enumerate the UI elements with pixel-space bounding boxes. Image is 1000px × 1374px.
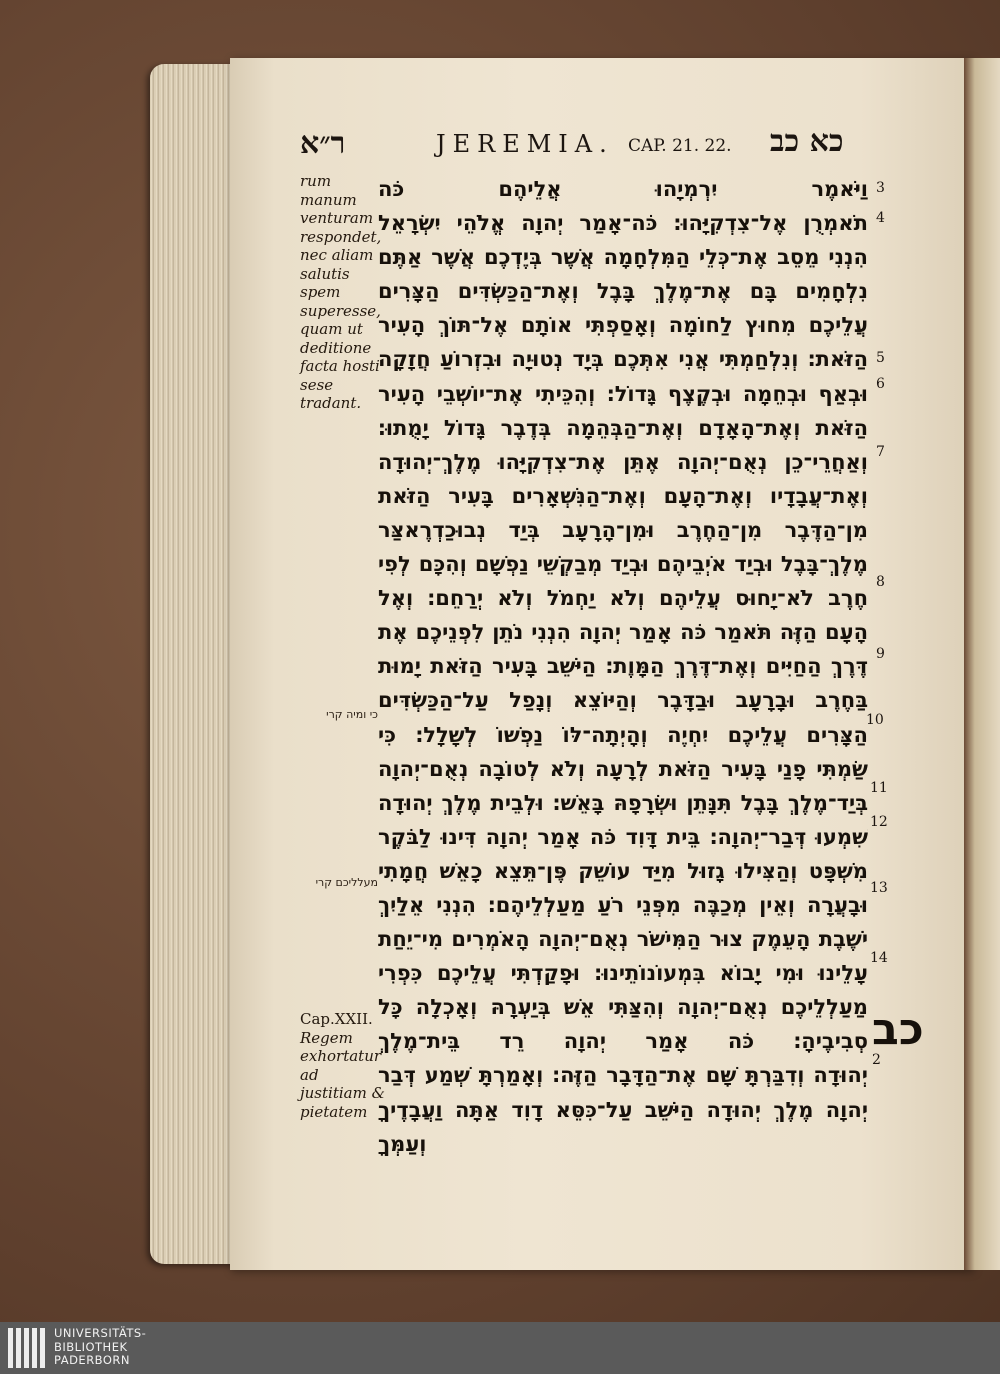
text-line: הַצָּרִים עֲלֵיכֶם יִחְיֶה וְהָיְתָה־לּוֹ נַפְשׁוֹ לְשָׁלָל׃ כִּי [378, 722, 868, 747]
verse-number: 10 [866, 712, 884, 728]
hebrew-text-block [378, 172, 868, 1161]
text-line-catchword: וְעַמְּךָ [378, 1131, 427, 1156]
text-line: נִלְחָמִים בָּם אֶת־מֶלֶךְ בָּבֶל וְאֶת־הַכַּשְׂדִּים הַצָּרִים [378, 279, 868, 304]
text-line: בַּחֶרֶב וּבָרָעָב וּבַדָּבֶר וְהַיּוֹצֵא וְנָפַל עַל־הַכַּשְׂדִּים [378, 688, 868, 713]
library-footer [0, 1322, 1000, 1374]
library-name [54, 1327, 146, 1368]
verse-number: 7 [876, 444, 885, 460]
text-line: מַעַלְלֵיכֶם נְאֻם־יְהוָה וְהִצַּתִּי אֵשׁ בְּיַעְרָהּ וְאָכְלָה כָּל [378, 995, 868, 1020]
text-line: הַזֹּאת וְאֶת־הָאָדָם וְאֶת־הַבְּהֵמָה בְּדֶבֶר גָּדוֹל יָמֻתוּ׃ [378, 415, 868, 440]
verse-number: 3 [876, 180, 885, 196]
chapter-label: Cap.XXII. [300, 1010, 373, 1028]
marginal-note-latin: rum manum venturam respondet, nec aliam salutis spem superesse, quam ut deditione facta hosti sese tradant. [300, 172, 382, 412]
text-line: וְאֶת־עֲבָדָיו וְאֶת־הָעָם וְאֶת־הַנִּשְׁאָרִים בָּעִיר הַזֹּאת [378, 483, 868, 508]
chapter-reference: CAP. 21. 22. [628, 136, 732, 156]
folio-number: ר״א [300, 126, 346, 161]
text-line: עָלֵינוּ וּמִי יָבוֹא בִּמְעוֹנוֹתֵינוּ׃ וּפָקַדְתִּי עֲלֵיכֶם כִּפְרִי [378, 961, 868, 986]
text-line: מִשְׁפָּט וְהַצִּילוּ גָזוּל מִיַּד עוֹשֵׁק פֶּן־תֵּצֵא כָאֵשׁ חֲמָתִי [378, 858, 868, 883]
text-line: מִן־הַדֶּבֶר מִן־הַחֶרֶב וּמִן־הָרָעָב בְּיַד נְבוּכַדְרֶאצַּר [378, 517, 868, 542]
text-line: סְבִיבֶיהָ׃ כֹּה אָמַר יְהוָה רֵד בֵּית־מֶלֶךְ [378, 1029, 868, 1054]
verse-number: 9 [876, 646, 885, 662]
text-line: הָעָם הַזֶּה תֹּאמַר כֹּה אָמַר יְהוָה הִנְנִי נֹתֵן לִפְנֵיכֶם אֶת [378, 620, 868, 645]
text-line: וְאַחֲרֵי־כֵן נְאֻם־יְהוָה אֶתֵּן אֶת־צִדְקִיָּהוּ מֶלֶךְ־יְהוּדָה [378, 449, 868, 474]
text-line: וּבָעֲרָה וְאֵין מְכַבֶּה מִפְּנֵי רֹעַ מַעַלְלֵיהֶם׃ הִנְנִי אֵלַיִךְ [378, 892, 868, 917]
library-logo-icon [8, 1328, 48, 1368]
text-line: שִׁמְעוּ דְּבַר־יְהוָה׃ בֵּית דָּוִד כֹּה אָמַר יְהוָה דִּינוּ לַבֹּקֶר [378, 824, 868, 849]
chapter-hebrew: כא כב [770, 124, 844, 159]
chapter-initial: כב [872, 1004, 924, 1055]
library-name-line: BIBLIOTHEK [54, 1339, 128, 1354]
library-name-line: UNIVERSITÄTS- [54, 1326, 147, 1340]
marginal-note-chapter-22 [300, 1010, 390, 1121]
verse-number: 12 [870, 814, 888, 830]
verse-number: 4 [876, 210, 885, 226]
text-line: וּבְאַף וּבְחֵמָה וּבְקֶצֶף גָּדוֹל׃ וְהִכֵּיתִי אֶת־יוֹשְׁבֵי הָעִיר [378, 381, 868, 406]
library-name-line: PADERBORN [54, 1353, 131, 1367]
text-line: הִנְנִי מֵסֵב אֶת־כְּלֵי הַמִּלְחָמָה אֲשֶׁר בְּיֶדְכֶם אֲשֶׁר אַתֶּם [378, 245, 868, 270]
page-header [300, 124, 844, 166]
verse-number: 6 [876, 376, 885, 392]
verse-number: 11 [870, 780, 888, 796]
text-line: יְהוּדָה וְדִבַּרְתָּ שָּׁם אֶת־הַדָּבָר הַזֶּה׃ וְאָמַרְתָּ שְׁמַע דְּבַר [378, 1063, 868, 1088]
text-line: וַיֹּאמֶר יִרְמְיָהוּ אֲלֵיהֶם כֹּה [378, 177, 868, 201]
facing-page-edge [964, 58, 1000, 1270]
text-line: יְהוָה מֶלֶךְ יְהוּדָה הַיֹּשֵׁב עַל־כִּסֵּא דָוִד אַתָּה וַעֲבָדֶיךָ [378, 1097, 868, 1122]
text-line: חֶרֶב לֹא־יָחוּס עֲלֵיהֶם וְלֹא יַחְמֹל וְלֹא יְרַחֵם׃ וְאֶל [378, 586, 868, 611]
running-title: JEREMIA. [436, 130, 614, 158]
verse-number: 2 [872, 1052, 881, 1068]
qere-note: מעלליכם קרי [315, 876, 378, 889]
text-line: יֹשֶׁבֶת הָעֵמֶק צוּר הַמִּישֹׁר נְאֻם־יְהוָה הָאֹמְרִים מִי־יֵחַת [378, 927, 868, 952]
text-line: שַׂמְתִּי פָנַי בָּעִיר הַזֹּאת לְרָעָה וְלֹא לְטוֹבָה נְאֻם־יְהוָה [378, 756, 868, 781]
verse-number: 5 [876, 350, 885, 366]
verse-number: 13 [870, 880, 888, 896]
text-line: עֲלֵיכֶם מִחוּץ לַחוֹמָה וְאָסַפְתִּי אוֹתָם אֶל־תּוֹךְ הָעִיר [378, 313, 868, 338]
book-page-edges [150, 64, 238, 1264]
text-line: תֹאמְרֻן אֶל־צִדְקִיָּהוּ׃ כֹּה־אָמַר יְהוָה אֱלֹהֵי יִשְׂרָאֵל [378, 211, 868, 236]
text-line: דֶּרֶךְ הַחַיִּים וְאֶת־דֶּרֶךְ הַמָּוֶת׃ הַיֹּשֵׁב בָּעִיר הַזֹּאת יָמוּת [378, 654, 868, 679]
text-line: הַזֹּאת׃ וְנִלְחַמְתִּי אֲנִי אִתְּכֶם בְּיָד נְטוּיָה וּבִזְרוֹעַ חֲזָקָה [378, 347, 868, 372]
qere-note: כי ומיה קרי [326, 708, 378, 721]
chapter-summary: Regem exhortatur ad justitiam & pietatem [300, 1028, 385, 1121]
text-line: בְּיַד־מֶלֶךְ בָּבֶל תִּנָּתֵן וּשְׂרָפָהּ בָּאֵשׁ׃ וּלְבֵית מֶלֶךְ יְהוּדָה [378, 790, 868, 815]
text-line: מֶלֶךְ־בָּבֶל וּבְיַד אֹיְבֵיהֶם וּבְיַד מְבַקְשֵׁי נַפְשָׁם וְהִכָּם לְפִי [378, 552, 868, 577]
verse-number: 8 [876, 574, 885, 590]
verse-number: 14 [870, 950, 888, 966]
